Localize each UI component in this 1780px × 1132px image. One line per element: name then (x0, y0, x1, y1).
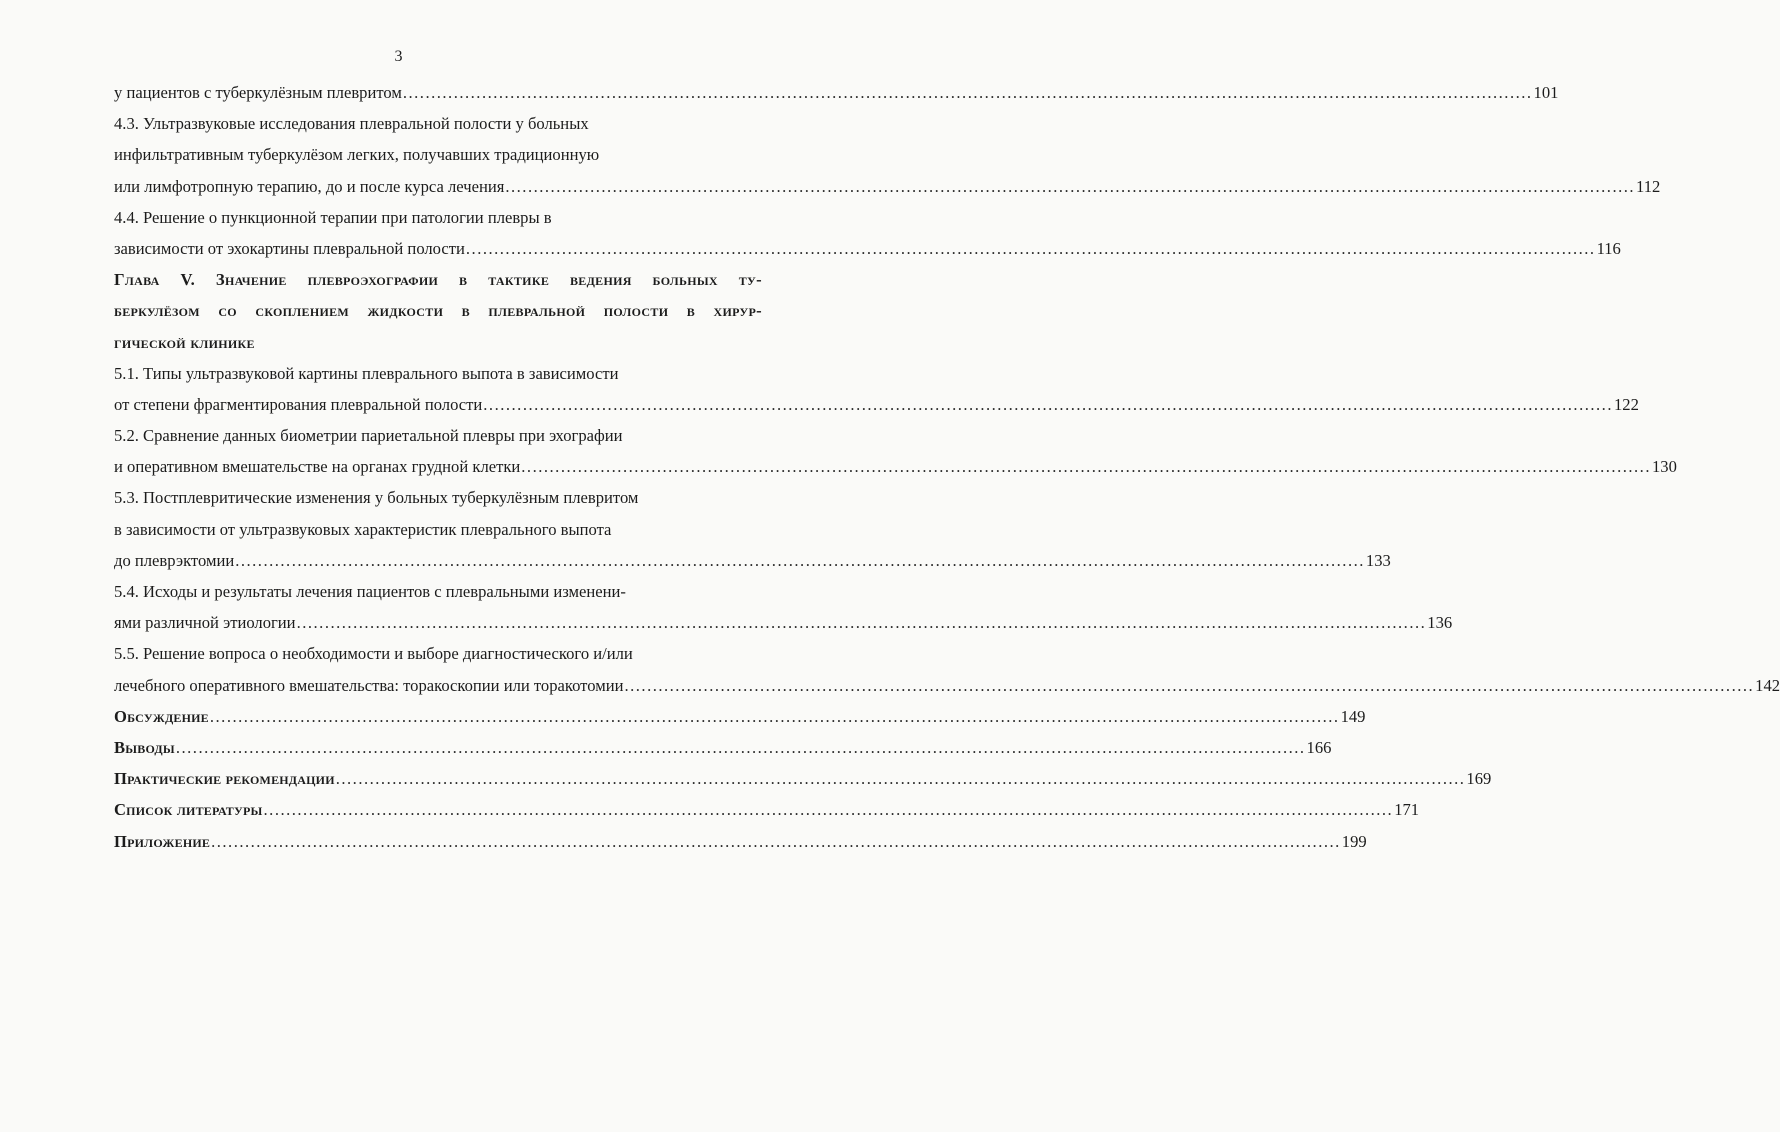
toc-page-number: 136 (1427, 613, 1453, 633)
chapter-heading-line: беркулёзом со скоплением жидкости в плевральной полости в хирур- (114, 301, 762, 321)
toc-page-number: 171 (1394, 800, 1420, 820)
toc-entry-text: Приложение (114, 831, 211, 851)
toc-page-number: 199 (1341, 831, 1367, 851)
leader-dots: ........................................................................................................................................................................................................ (521, 457, 1651, 477)
toc-entry-recommendations (114, 763, 1492, 794)
toc-entry-text: или лимфотропную терапию, до и после курса лечения (114, 176, 505, 196)
toc-entry-text: у пациентов с туберкулёзным плевритом (114, 83, 402, 102)
toc-entry-5-3-line: 5.3. Постплевритические изменения у больных туберкулёзным плевритом (114, 488, 639, 508)
toc-entry-text: Выводы (114, 737, 175, 757)
leader-dots: ........................................................................................................................................................................................................ (624, 675, 1755, 695)
toc-page-number: 130 (1651, 457, 1677, 477)
leader-dots: ........................................................................................................................................................................................................ (211, 831, 1341, 851)
leader-dots: ........................................................................................................................................................................................................ (465, 238, 1596, 258)
toc-entry-5-4-end (114, 607, 1453, 638)
toc-entry-4-3-end (114, 171, 1661, 202)
leader-dots: ........................................................................................................................................................................................................ (209, 706, 1340, 726)
chapter-5-heading (114, 264, 762, 358)
leader-dots: ........................................................................................................................................................................................................ (235, 550, 1365, 570)
toc-entry-4-4-line: 4.4. Решение о пункционной терапии при патологии плевры в (114, 207, 552, 227)
toc-entry-text: от степени фрагментирования плевральной полости (114, 394, 483, 414)
toc-entry-4-4-end (114, 233, 1621, 264)
toc-entry-5-3-line: в зависимости от ультразвуковых характеристик плеврального выпота (114, 519, 612, 539)
toc-entry-text: зависимости от эхокартины плевральной полости (114, 238, 465, 258)
toc-entry-text: ями различной этиологии (114, 613, 296, 633)
toc-page-number: 112 (1636, 176, 1661, 196)
toc-entry-text: лечебного оперативного вмешательства: торакоскопии или торакотомии (114, 675, 624, 695)
toc-entry-5-2-end (114, 451, 1677, 482)
toc-entry-discussion (114, 701, 1366, 732)
leader-dots: ........................................................................................................................................................................................................ (175, 737, 1306, 757)
toc-entry-5-5-end (114, 670, 1780, 701)
toc-entry-text: Практические рекомендации (114, 769, 335, 789)
toc-page-number: 142 (1755, 675, 1780, 695)
chapter-heading-line: Глава V. Значение плевроэхографии в тактике ведения больных ту- (114, 270, 762, 290)
toc-entry-conclusions (114, 732, 1332, 763)
toc-entry-5-5-line: 5.5. Решение вопроса о необходимости и выборе диагностического и/или (114, 644, 633, 664)
leader-dots: ........................................................................................................................................................................................................ (483, 394, 1613, 414)
toc-page-number: 169 (1466, 769, 1492, 789)
toc-entry-text: Список литературы (114, 800, 263, 820)
toc-entry-5-1-end (114, 389, 1639, 420)
toc-entry-text: до плеврэктомии (114, 550, 235, 570)
toc-entry-text: и оперативном вмешательстве на органах грудной клетки (114, 457, 521, 477)
toc-entry-text: Обсуждение (114, 706, 209, 726)
toc-entry-4-3-line: 4.3. Ультразвуковые исследования плевральной полости у больных (114, 114, 589, 134)
toc-page-number: 122 (1613, 394, 1639, 414)
toc-entry-5-2-line: 5.2. Сравнение данных биометрии париетальной плевры при эхографии (114, 426, 623, 446)
toc-page-number: 166 (1306, 737, 1332, 757)
toc-entry-5-1-line: 5.1. Типы ультразвуковой картины плеврального выпота в зависимости (114, 363, 619, 383)
table-of-contents (114, 77, 1780, 857)
toc-entry-5-4-line: 5.4. Исходы и результаты лечения пациентов с плевральными изменени- (114, 582, 626, 601)
toc-entry-4-2-end (114, 77, 1559, 108)
chapter-heading-line: гической клинике (114, 332, 255, 352)
leader-dots: ........................................................................................................................................................................................................ (296, 613, 1427, 633)
toc-entry-4-3-line: инфильтративным туберкулёзом легких, получавших традиционную (114, 145, 600, 165)
toc-entry-references (114, 794, 1420, 825)
leader-dots: ........................................................................................................................................................................................................ (335, 769, 1466, 789)
leader-dots: ........................................................................................................................................................................................................ (505, 176, 1636, 196)
toc-page-number: 116 (1596, 238, 1621, 258)
toc-page-number: 133 (1365, 550, 1391, 570)
toc-entry-appendix (114, 826, 1367, 857)
leader-dots: ........................................................................................................................................................................................................ (263, 800, 1394, 820)
toc-page-number: 101 (1533, 83, 1559, 102)
page-number: 3 (394, 48, 403, 65)
toc-entry-5-3-end (114, 545, 1391, 576)
leader-dots: ........................................................................................................................................................................................................ (402, 83, 1533, 102)
toc-page-number: 149 (1340, 706, 1366, 726)
